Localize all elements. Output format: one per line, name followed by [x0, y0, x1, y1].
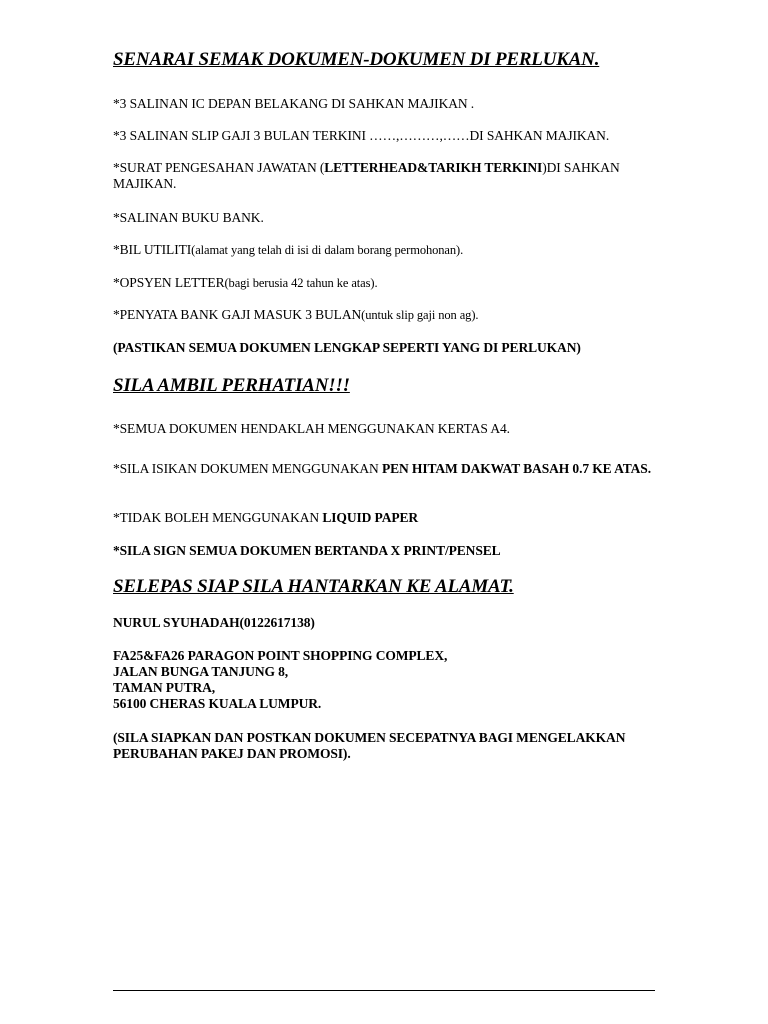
- attention-item-pen-bold: PEN HITAM DAKWAT BASAH 0.7 KE ATAS.: [381, 461, 651, 476]
- checklist-item-bank-book: [113, 210, 658, 226]
- attention-item-sign: *SILA SIGN SEMUA DOKUMEN BERTANDA X PRINT/PENSEL: [113, 543, 501, 558]
- checklist-item-option-note: (bagi berusia 42 tahun ke atas).: [224, 276, 378, 290]
- checklist-item-confirmation-bold: LETTERHEAD&TARIKH TERKINI: [324, 160, 543, 175]
- checklist-item-payslip-text: *3 SALINAN SLIP GAJI 3 BULAN TERKINI ……,………,……DI SAHKAN MAJIKAN.: [113, 128, 610, 143]
- attention-item-pen: [113, 461, 658, 477]
- address-line-1: FA25&FA26 PARAGON POINT SHOPPING COMPLEX,: [113, 648, 448, 663]
- checklist-item-utility-bill: [113, 242, 658, 258]
- attention-item-a4-text: *SEMUA DOKUMEN HENDAKLAH MENGGUNAKAN KERTAS A4.: [113, 421, 510, 436]
- checklist-note: (PASTIKAN SEMUA DOKUMEN LENGKAP SEPERTI YANG DI PERLUKAN): [113, 340, 581, 355]
- checklist-item-confirmation-pre: *SURAT PENGESAHAN JAWATAN (: [113, 160, 325, 175]
- address-line-2: JALAN BUNGA TANJUNG 8,: [113, 664, 289, 679]
- checklist-item-utility-note: (alamat yang telah di isi di dalam borang permohonan).: [191, 243, 464, 257]
- address-line-3: TAMAN PUTRA,: [113, 680, 216, 695]
- attention-item-pen-pre: *SILA ISIKAN DOKUMEN MENGGUNAKAN: [113, 461, 382, 476]
- checklist-item-ic: [113, 96, 658, 112]
- attention-item-liquid-pre: *TIDAK BOLEH MENGGUNAKAN: [113, 510, 323, 525]
- checklist-item-option-pre: *OPSYEN LETTER: [113, 275, 225, 290]
- footer-divider: [113, 990, 655, 991]
- attention-heading: SILA AMBIL PERHATIAN!!!: [113, 375, 350, 396]
- checklist-item-bank-book-text: *SALINAN BUKU BANK.: [113, 210, 264, 225]
- contact-name: NURUL SYUHADAH(0122617138): [113, 615, 315, 630]
- checklist-item-bank-statement: [113, 307, 658, 323]
- checklist-item-ic-text: *3 SALINAN IC DEPAN BELAKANG DI SAHKAN MAJIKAN .: [113, 96, 475, 111]
- checklist-item-utility-pre: *BIL UTILITI: [113, 242, 192, 257]
- checklist-item-confirmation-letter: [113, 160, 658, 192]
- checklist-item-confirmation-post: )DI SAHKAN MAJIKAN.: [113, 160, 620, 191]
- send-heading: SELEPAS SIAP SILA HANTARKAN KE ALAMAT.: [113, 576, 514, 597]
- checklist-item-option-letter: [113, 275, 658, 291]
- checklist-item-statement-pre: *PENYATA BANK GAJI MASUK 3 BULAN: [113, 307, 362, 322]
- address-line-4: 56100 CHERAS KUALA LUMPUR.: [113, 696, 322, 711]
- checklist-item-payslip: [113, 128, 658, 144]
- attention-item-liquid-bold: LIQUID PAPER: [322, 510, 419, 525]
- attention-item-a4: [113, 421, 658, 437]
- attention-item-liquid-paper: [113, 510, 658, 526]
- closing-note: (SILA SIAPKAN DAN POSTKAN DOKUMEN SECEPATNYA BAGI MENGELAKKAN PERUBAHAN PAKEJ DAN PROMOSI).: [113, 730, 626, 761]
- page-title: SENARAI SEMAK DOKUMEN-DOKUMEN DI PERLUKAN.: [113, 49, 600, 70]
- checklist-item-statement-note: (untuk slip gaji non ag).: [361, 308, 479, 322]
